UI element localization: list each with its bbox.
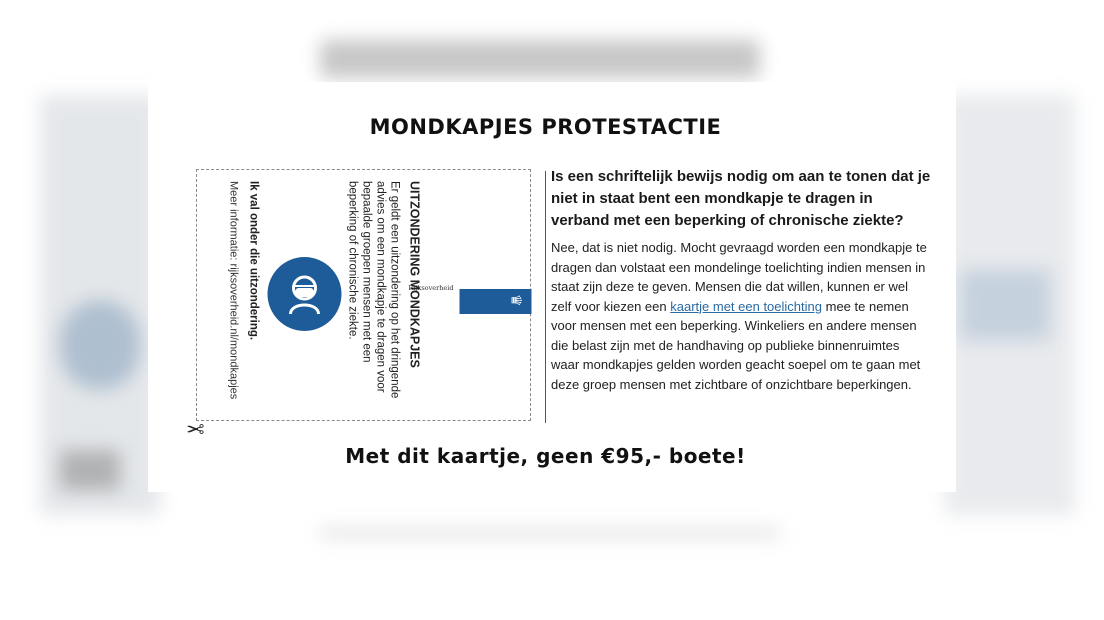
faq-answer-text: Nee, dat is niet nodig. Mocht gevraagd worden een mondkapje te dragen dan volstaat een mondelinge toelichting indien mensen in staat zijn deze te geven. Mensen die dat willen, kunnen er wel zelf voor kiezen een <box>551 240 927 314</box>
footer-slogan: Met dit kaartje, geen €95,- boete! <box>345 444 746 468</box>
background-blur-bottom <box>320 528 780 538</box>
card-explanation-link[interactable]: kaartje met een toelichting <box>670 298 822 314</box>
protest-flyer-image <box>148 82 956 492</box>
background-blur-title <box>320 40 760 78</box>
card-content <box>196 169 531 421</box>
faq-question: Is een schriftelijk bewijs nodig om aan te tonen dat je niet in staat bent een mondkapje te dragen in verband met een beperking of chronische ziekte? <box>551 168 931 229</box>
scissors-icon: ✂ <box>186 415 205 440</box>
faq-answer <box>551 238 929 394</box>
org-name: Rijksoverheid <box>407 284 453 292</box>
background-blur-right-blob <box>960 270 1050 340</box>
face-mask-icon <box>267 257 341 331</box>
background-blur-left-blob <box>60 300 140 390</box>
card-more-info: Meer informatie: rijksoverheid.nl/mondkapjes <box>227 181 239 400</box>
card-title: UITZONDERING MONDKAPJES <box>407 181 421 368</box>
divider <box>545 171 546 423</box>
background-blur-left-dark <box>60 450 120 490</box>
headline: MONDKAPJES PROTESTACTIE <box>369 115 722 139</box>
faq-answer-text-cont: mee te nemen voor mensen met een beperking. Winkeliers en andere mensen die belast zijn met de handhaving op publieke binnenruimtes waar mondkapjes gelden worden geacht soepel om te gaan met deze groep mensen met zichtbare of onzichtbare beperkingen. <box>551 298 921 392</box>
crest-icon: ♛ <box>507 294 523 307</box>
card-body: Er geldt een uitzondering op het dringende advies om een mondkapje te dragen voor bepaalde groepen mensen met een beperking of chronische ziekte. <box>346 181 400 399</box>
card-exception: Ik val onder die uitzondering. <box>247 181 259 341</box>
cutout-card <box>196 169 531 421</box>
